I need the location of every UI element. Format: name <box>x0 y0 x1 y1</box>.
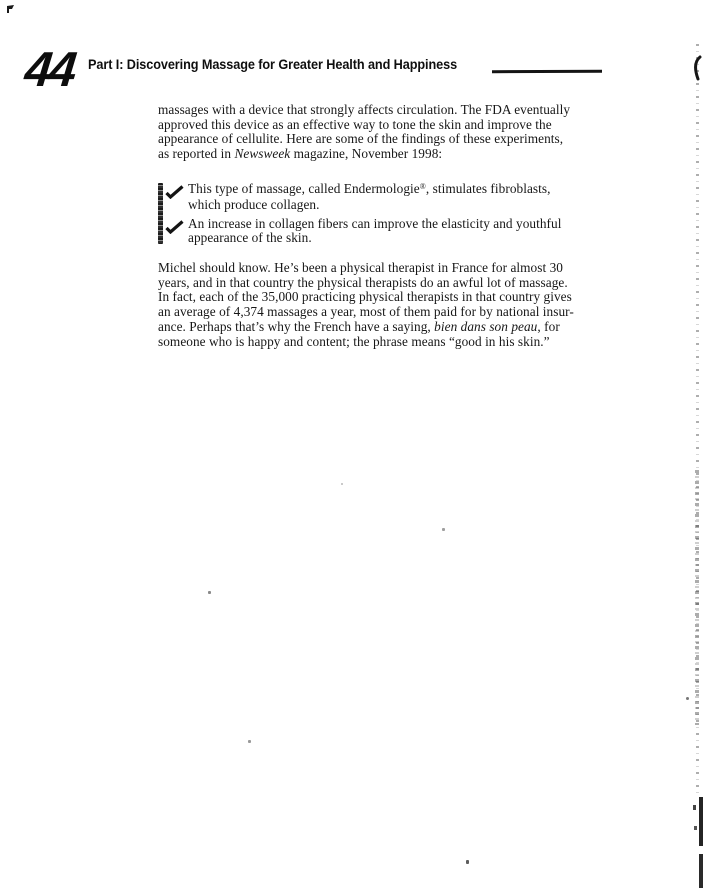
paragraph-closing-line: Michel should know. He’s been a physical therapist in France for almost 30 <box>158 260 563 275</box>
chapter-header: Part I: Discovering Massage for Greater Health and Happiness <box>88 57 458 72</box>
header-rule <box>492 70 602 73</box>
registered-trademark-symbol: ® <box>419 181 426 191</box>
bullet-item-line: appearance of the skin. <box>188 230 312 246</box>
scan-speck <box>686 697 689 700</box>
bullet-item <box>188 217 561 246</box>
checkmark-bullet-icon <box>165 220 184 234</box>
paragraph-closing-line <box>158 320 574 335</box>
text-run: ance. Perhaps that’s why the French have a saying, <box>158 318 435 334</box>
scan-edge-line <box>699 854 703 888</box>
paragraph-intro-line: approved this device as an effective way to tone the skin and improve the <box>158 116 552 132</box>
scan-edge-line <box>699 797 703 846</box>
text-run: This type of massage, called Endermologie <box>188 180 420 196</box>
scan-edge-mark <box>690 55 702 81</box>
scan-speck <box>442 528 445 531</box>
bullet-item-line: An increase in collagen fibers can improve the elasticity and youthful <box>188 215 562 231</box>
text-run: as reported in <box>158 146 235 162</box>
text-run: , stimulates fibroblasts, <box>425 180 551 196</box>
paragraph-closing-line: someone who is happy and content; the phrase means “good in his skin.” <box>158 333 550 349</box>
scan-speck <box>693 805 696 810</box>
bullet-sidebar-rule <box>158 183 163 244</box>
paragraph-intro <box>158 103 570 162</box>
paragraph-closing-line: an average of 4,374 massages a year, most of them paid for by national insur- <box>158 304 574 320</box>
french-phrase: bien dans son peau <box>434 318 538 334</box>
scan-speck <box>694 826 697 830</box>
bullet-item <box>188 182 550 213</box>
magazine-title: Newsweek <box>234 146 291 162</box>
text-run: , for <box>537 318 560 334</box>
bullet-item-line <box>188 182 550 199</box>
scan-speck <box>341 483 343 485</box>
bullet-item-line: which produce collagen. <box>188 197 320 213</box>
scan-speck <box>466 860 469 864</box>
paragraph-intro-line <box>158 147 570 162</box>
text-run: magazine, November 1998: <box>290 146 443 162</box>
paragraph-intro-line: appearance of cellulite. Here are some of the findings of these experiments, <box>158 131 564 147</box>
paragraph-closing-line: In fact, each of the 35,000 practicing physical therapists in that country gives <box>158 289 572 305</box>
scan-edge-noise <box>695 470 699 725</box>
paragraph-intro-line: massages with a device that strongly affects circulation. The FDA eventually <box>158 102 571 117</box>
page-number: 44 <box>22 43 77 97</box>
checkmark-bullet-icon <box>165 185 184 199</box>
scan-speck <box>248 740 251 743</box>
paragraph-closing-line: years, and in that country the physical therapists do an awful lot of massage. <box>158 274 568 290</box>
paragraph-closing <box>158 261 574 349</box>
scan-artifact-corner-mark <box>6 5 15 14</box>
scan-speck <box>208 591 211 594</box>
